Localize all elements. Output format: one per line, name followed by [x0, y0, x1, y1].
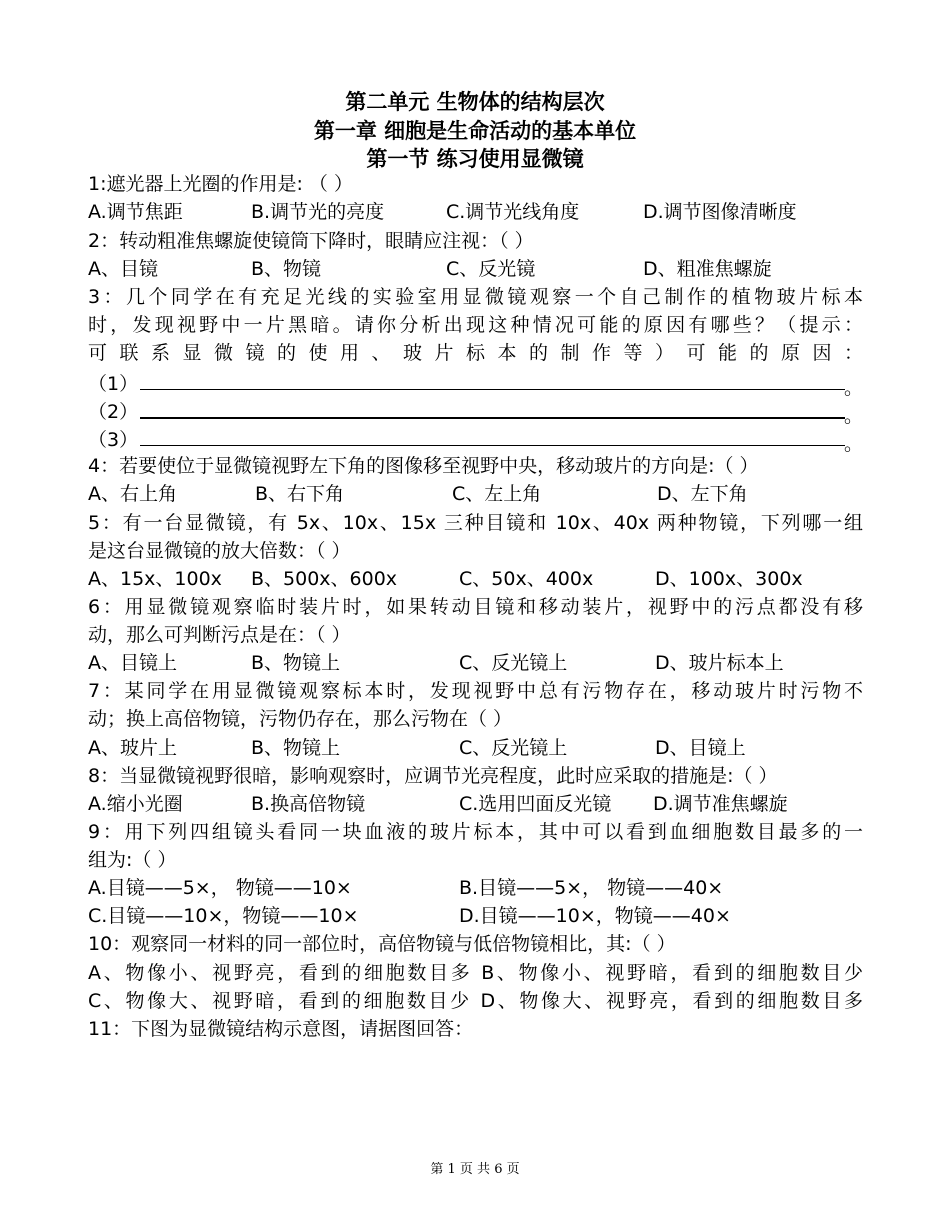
question-2-option-a: A、目镜 [88, 258, 158, 280]
question-5-line-1: 5：有一台显微镜，有 5x、10x、15x 三种目镜和 10x、40x 两种物镜，下列哪一组 [88, 512, 863, 534]
question-2-stem: 2：转动粗准焦螺旋使镜筒下降时，眼睛应注视：（ ） [88, 230, 534, 252]
blank-end-3: 。 [843, 433, 863, 455]
question-7-option-d: D、目镜上 [655, 737, 746, 759]
answer-blank-3[interactable] [88, 425, 863, 455]
question-2-option-d: D、粗准焦螺旋 [643, 258, 772, 280]
question-11-stem: 11：下图为显微镜结构示意图，请据图回答： [88, 1018, 474, 1040]
question-6-option-b: B、物镜上 [251, 652, 341, 674]
question-5-option-c: C、50x、400x [459, 568, 594, 590]
question-10-stem: 10：观察同一材料的同一部位时，高倍物镜与低倍物镜相比，其:（ ） [88, 933, 676, 955]
question-5-option-a: A、15x、100x [88, 568, 222, 590]
question-9-line-1: 9：用下列四组镜头看同一块血液的玻片标本，其中可以看到血细胞数目最多的一 [88, 821, 863, 843]
answer-line-1 [140, 389, 845, 390]
question-4-option-c: C、左上角 [452, 483, 542, 505]
question-10-options-ab: A、物像小、视野亮，看到的细胞数目多 B、物像小、视野暗，看到的细胞数目少 [88, 962, 863, 984]
question-1-option-d: D.调节图像清晰度 [643, 201, 797, 223]
question-1-option-c: C.调节光线角度 [446, 201, 580, 223]
question-5-option-b: B、500x、600x [251, 568, 398, 590]
question-4-stem: 4：若要使位于显微镜视野左下角的图像移至视野中央，移动玻片的方向是:（ ） [88, 455, 759, 477]
unit-heading: 第二单元 生物体的结构层次 [345, 90, 605, 114]
question-9-option-b: B.目镜——5×， 物镜——40× [459, 877, 724, 899]
question-6-line-2: 动，那么可判断污点是在：（ ） [88, 624, 351, 646]
question-4-option-b: B、右下角 [255, 483, 345, 505]
blank-end-1: 。 [843, 377, 863, 399]
answer-line-2 [140, 417, 845, 419]
blank-label-3: （3） [88, 429, 139, 451]
chapter-heading: 第一章 细胞是生命活动的基本单位 [313, 119, 637, 143]
question-6-option-a: A、目镜上 [88, 652, 177, 674]
question-4-option-d: D、左下角 [657, 483, 748, 505]
question-4-option-a: A、右上角 [88, 483, 177, 505]
question-3-line-1: 3：几个同学在有充足光线的实验室用显微镜观察一个自己制作的植物玻片标本 [88, 286, 863, 308]
question-5-option-d: D、100x、300x [655, 568, 803, 590]
question-8-option-d: D.调节准焦螺旋 [653, 793, 788, 815]
question-9-option-c: C.目镜——10×，物镜——10× [88, 905, 359, 927]
question-3-line-3: 可 联 系 显 微 镜 的 使 用 、 玻 片 标 本 的 制 作 等 ） 可 能 的 原 因 ： [88, 342, 863, 364]
question-1-option-b: B.调节光的亮度 [251, 201, 385, 223]
question-6-option-d: D、玻片标本上 [655, 652, 784, 674]
question-7-line-2: 动；换上高倍物镜，污物仍存在，那么污物在（ ） [88, 708, 513, 730]
question-7-option-b: B、物镜上 [251, 737, 341, 759]
question-9-option-a: A.目镜——5×， 物镜——10× [88, 877, 352, 899]
question-10-options-cd: C、物像大、视野暗，看到的细胞数目少 D、物像大、视野亮，看到的细胞数目多 [88, 990, 863, 1012]
question-8-stem: 8：当显微镜视野很暗，影响观察时，应调节光亮程度，此时应采取的措施是:（ ） [88, 765, 778, 787]
section-heading: 第一节 练习使用显微镜 [366, 147, 584, 171]
question-2-option-c: C、反光镜 [446, 258, 536, 280]
answer-blank-1[interactable] [88, 369, 863, 399]
answer-blank-2[interactable] [88, 397, 863, 427]
question-7-line-1: 7：某同学在用显微镜观察标本时，发现视野中总有污物存在，移动玻片时污物不 [88, 680, 863, 702]
question-1-stem: 1:遮光器上光圈的作用是: （ ） [88, 173, 353, 195]
question-6-line-1: 6：用显微镜观察临时装片时，如果转动目镜和移动装片，视野中的污点都没有移 [88, 596, 863, 618]
blank-end-2: 。 [843, 405, 863, 427]
question-5-line-2: 是这台显微镜的放大倍数：（ ） [88, 540, 351, 562]
question-8-option-c: C.选用凹面反光镜 [459, 793, 612, 815]
question-3-line-2: 时，发现视野中一片黑暗。请你分析出现这种情况可能的原因有哪些？（提示： [88, 314, 863, 336]
question-1-option-a: A.调节焦距 [88, 201, 183, 223]
question-8-option-a: A.缩小光圈 [88, 793, 183, 815]
blank-label-1: （1） [88, 373, 139, 395]
question-9-option-d: D.目镜——10×，物镜——40× [459, 905, 731, 927]
question-2-option-b: B、物镜 [251, 258, 322, 280]
page-footer: 第 1 页 共 6 页 [430, 1162, 520, 1177]
answer-line-3 [140, 445, 845, 446]
question-7-option-c: C、反光镜上 [459, 737, 568, 759]
question-9-line-2: 组为:（ ） [88, 849, 177, 871]
question-8-option-b: B.换高倍物镜 [251, 793, 366, 815]
question-6-option-c: C、反光镜上 [459, 652, 568, 674]
blank-label-2: （2） [88, 401, 139, 423]
question-7-option-a: A、玻片上 [88, 737, 177, 759]
